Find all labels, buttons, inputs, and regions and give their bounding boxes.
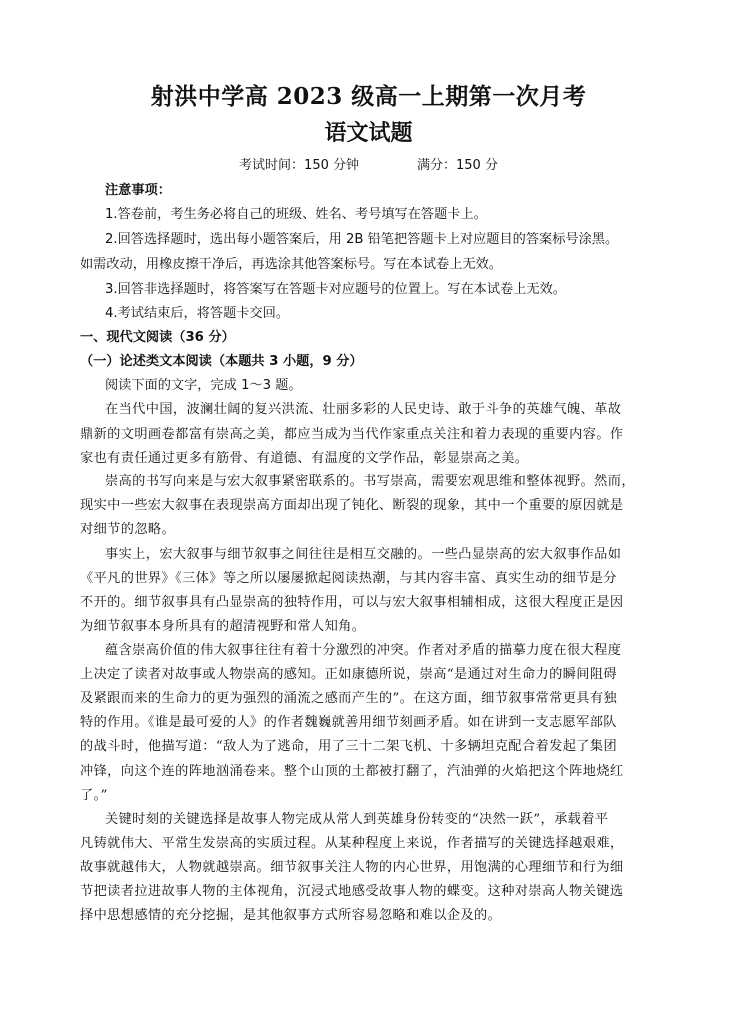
passage-line: 特的作用。《谁是最可爱的人》的作者魏巍就善用细节刻画矛盾。如在讲到一支志愿军部队 (80, 715, 617, 730)
exam-meta (0, 154, 737, 173)
note-item: 2.回答选择题时，选出每小题答案后，用 2B 铅笔把答题卡上对应题目的答案标号涂黑。 (105, 232, 619, 247)
passage-line: 节把读者拉进故事人物的主体视角，沉浸式地感受故事人物的蝶变。这种对崇高人物关键选 (80, 884, 624, 899)
passage-line: 崇高的书写向来是与宏大叙事紧密联系的。书写崇高，需要宏观思维和整体视野。然而， (105, 474, 635, 489)
exam-subtitle: 语文试题 (324, 120, 413, 146)
passage-line: 家也有责任通过更多有筋骨、有道德、有温度的文学作品，彰显崇高之美。 (80, 451, 529, 466)
passage-line: 在当代中国，波澜壮阔的复兴洪流、壮丽多彩的人民史诗、敢于斗争的英雄气魄、革故 (105, 402, 622, 417)
instruction-text: 阅读下面的文字，完成 1～3 题。 (105, 378, 302, 393)
passage-line: 现实中一些宏大叙事在表现崇高方面却出现了钝化、断裂的现象，其中一个重要的原因就是 (80, 498, 624, 513)
passage-line: 为细节叙事本身所具有的超清视野和常人知角。 (80, 619, 366, 634)
note-item: 1.答卷前，考生务必将自己的班级、姓名、考号填写在答题卡上。 (105, 207, 487, 222)
passage-line: 事实上，宏大叙事与细节叙事之间往往是相互交融的。一些凸显崇高的宏大叙事作品如 (105, 547, 622, 562)
section-heading: 一、现代文阅读（36 分） (80, 330, 235, 345)
passage-line: 不开的。细节叙事具有凸显崇高的独特作用，可以与宏大叙事相辅相成，这很大程度正是因 (80, 595, 624, 610)
notes-heading: 注意事项： (105, 183, 171, 198)
passage-line: 择中思想感情的充分挖掘，是其他叙事方式所容易忽略和难以企及的。 (80, 908, 502, 923)
passage-line: 了。” (80, 788, 108, 803)
passage-line: 及紧跟而来的生命力的更为强烈的涌流之感而产生的”。在这方面，细节叙事常常更具有独 (80, 691, 618, 706)
full-score: 满分：150 分 (417, 158, 498, 173)
passage-line: 对细节的忽略。 (80, 522, 176, 537)
passage-line: 的战斗时，他描写道：“敌人为了逃命，用了三十二架飞机、十多辆坦克配合着发起了集团 (80, 739, 618, 754)
sub-section-heading: （一）论述类文本阅读（本题共 3 小题，9 分） (80, 354, 363, 369)
passage-line: 《平凡的世界》《三体》等之所以屡屡掀起阅读热潮，与其内容丰富、真实生动的细节是分 (80, 571, 617, 586)
exam-time: 考试时间：150 分钟 (239, 158, 359, 173)
passage-line: 蕴含崇高价值的伟大叙事往往有着十分激烈的冲突。作者对矛盾的描摹力度在很大程度 (105, 643, 622, 658)
passage-line: 鼎新的文明画卷都富有崇高之美，都应当成为当代作家重点关注和着力表现的重要内容。作 (80, 427, 624, 442)
note-item: 如需改动，用橡皮擦干净后，再选涂其他答案标号。写在本试卷上无效。 (80, 257, 502, 272)
passage-line: 冲锋，向这个连的阵地汹涌卷来。整个山顶的土都被打翻了，汽油弹的火焰把这个阵地烧红 (80, 764, 624, 779)
passage-line: 关键时刻的关键选择是故事人物完成从常人到英雄身份转变的“决然一跃”，承载着平 (105, 812, 609, 827)
passage-line: 凡铸就伟大、平常生发崇高的实质过程。从某种程度上来说，作者描写的关键选择越艰难， (80, 836, 624, 851)
passage-line: 故事就越伟大，人物就越崇高。细节叙事关注人物的内心世界，用饱满的心理细节和行为细 (80, 860, 624, 875)
note-item: 4.考试结束后，将答题卡交回。 (105, 306, 290, 321)
exam-title: 射洪中学高 2023 级高一上期第一次月考 (150, 83, 587, 110)
passage-line: 上决定了读者对故事或人物崇高的感知。正如康德所说，崇高“是通过对生命力的瞬间阻碍 (80, 667, 618, 682)
note-item: 3.回答非选择题时，将答案写在答题卡对应题号的位置上。写在本试卷上无效。 (105, 282, 566, 297)
